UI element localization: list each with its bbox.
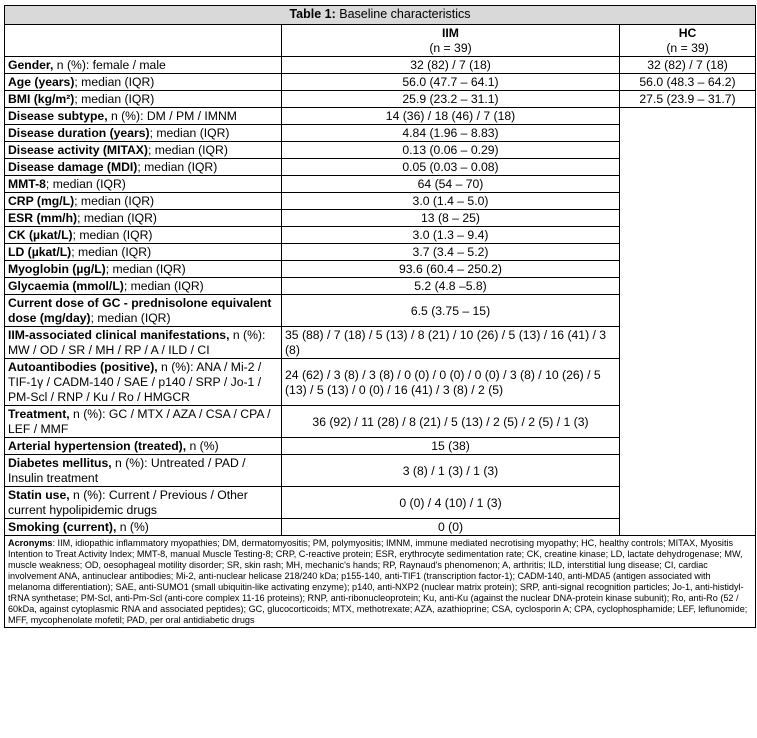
row-value-iim: 15 (38) bbox=[282, 438, 620, 455]
row-label-bold: Smoking (current), bbox=[8, 520, 117, 534]
row-value-iim: 0 (0) bbox=[282, 519, 620, 536]
row-value-iim: 3.0 (1.3 – 9.4) bbox=[282, 227, 620, 244]
row-label-text: ; median (IQR) bbox=[45, 177, 126, 191]
row-label bbox=[5, 91, 282, 108]
row-label-text: n (%): ANA / Mi-2 / TIF-1γ / CADM-140 / SAE / p140 / SRP / Jo-1 / PM-Scl / RNP / Ku / Ro / HMGCR bbox=[8, 360, 262, 404]
header-iim bbox=[282, 25, 620, 57]
header-iim-n: (n = 39) bbox=[429, 41, 472, 55]
row-label-bold: ESR (mm/h) bbox=[8, 211, 78, 225]
baseline-table-container bbox=[4, 5, 755, 628]
row-label-text: n (%): GC / MTX / AZA / CSA / CPA / LEF / MMF bbox=[8, 407, 271, 436]
row-label-bold: BMI (kg/m²) bbox=[8, 92, 75, 106]
row-value-iim: 3.0 (1.4 – 5.0) bbox=[282, 193, 620, 210]
row-value-hc: 32 (82) / 7 (18) bbox=[620, 57, 756, 74]
row-value-iim: 5.2 (4.8 –5.8) bbox=[282, 278, 620, 295]
row-label bbox=[5, 210, 282, 227]
row-value-hc: 56.0 (48.3 – 64.2) bbox=[620, 74, 756, 91]
row-label-text: ; median (IQR) bbox=[123, 279, 204, 293]
row-label-text: n (%) bbox=[186, 439, 219, 453]
row-value-iim: 56.0 (47.7 – 64.1) bbox=[282, 74, 620, 91]
table-title-text: Baseline characteristics bbox=[335, 7, 471, 21]
row-label-text: ; median (IQR) bbox=[147, 143, 228, 157]
row-label bbox=[5, 455, 282, 487]
hc-empty-cell bbox=[620, 108, 756, 536]
row-label bbox=[5, 261, 282, 278]
row-label-bold: Diabetes mellitus, bbox=[8, 456, 112, 470]
row-label bbox=[5, 193, 282, 210]
row-label-bold: Myoglobin (µg/L) bbox=[8, 262, 106, 276]
row-label bbox=[5, 487, 282, 519]
row-label-bold: Statin use, bbox=[8, 488, 70, 502]
row-label-bold: CK (µkat/L) bbox=[8, 228, 73, 242]
row-label-text: ; median (IQR) bbox=[90, 311, 171, 325]
row-label-bold: Arterial hypertension (treated), bbox=[8, 439, 187, 453]
row-label bbox=[5, 142, 282, 159]
row-label bbox=[5, 244, 282, 261]
row-label-bold: Glycaemia (mmol/L) bbox=[8, 279, 124, 293]
row-label-bold: Disease subtype, bbox=[8, 109, 108, 123]
row-label bbox=[5, 74, 282, 91]
row-label-bold: IIM-associated clinical manifestations, bbox=[8, 328, 230, 342]
row-value-iim: 25.9 (23.2 – 31.1) bbox=[282, 91, 620, 108]
row-label bbox=[5, 406, 282, 438]
row-label-bold: MMT-8 bbox=[8, 177, 46, 191]
row-value-hc: 27.5 (23.9 – 31.7) bbox=[620, 91, 756, 108]
table-row bbox=[5, 57, 756, 74]
row-label bbox=[5, 519, 282, 536]
row-label-text: n (%): MW / OD / SR / MH / RP / A / ILD / CI bbox=[8, 328, 266, 357]
row-value-iim: 6.5 (3.75 – 15) bbox=[282, 295, 620, 327]
row-value-iim: 93.6 (60.4 – 250.2) bbox=[282, 261, 620, 278]
row-label-bold: Gender, bbox=[8, 58, 54, 72]
row-label-bold: LD (µkat/L) bbox=[8, 245, 72, 259]
row-value-iim: 13 (8 – 25) bbox=[282, 210, 620, 227]
row-label-text: n (%): DM / PM / IMNM bbox=[107, 109, 237, 123]
row-label-bold: Autoantibodies (positive), bbox=[8, 360, 158, 374]
row-label bbox=[5, 327, 282, 359]
header-hc-name: HC bbox=[678, 26, 697, 40]
row-value-iim: 36 (92) / 11 (28) / 8 (21) / 5 (13) / 2 (5) / 2 (5) / 1 (3) bbox=[282, 406, 620, 438]
row-label-text: n (%): female / male bbox=[53, 58, 166, 72]
row-label-bold: Disease duration (years) bbox=[8, 126, 150, 140]
row-label bbox=[5, 227, 282, 244]
row-label bbox=[5, 278, 282, 295]
table-row bbox=[5, 91, 756, 108]
header-empty-cell bbox=[5, 25, 282, 57]
row-label-text: ; median (IQR) bbox=[137, 160, 218, 174]
row-value-iim: 32 (82) / 7 (18) bbox=[282, 57, 620, 74]
row-value-iim: 0.05 (0.03 – 0.08) bbox=[282, 159, 620, 176]
row-value-iim: 3.7 (3.4 – 5.2) bbox=[282, 244, 620, 261]
table-row bbox=[5, 108, 756, 125]
row-label-text: ; median (IQR) bbox=[149, 126, 230, 140]
row-label bbox=[5, 438, 282, 455]
baseline-characteristics-table bbox=[4, 5, 756, 628]
footnote-text: : IIM, idiopathic inflammatory myopathies; DM, dermatomyositis; PM, polymyositis; IMNM, immune mediated necrotising myopathy; HC, healthy controls; MITAX, Myositis Intention to Treat Activity Index; MMT-8, manual Muscle Testing-8; CRP, C-reactive protein; ESR, erythrocyte sedimentation rate; CK, creatine kinase; LD, lactate dehydrogenase; MW, muscle weakness; OD, oesophageal motility disorder; SR, skin rash; MH, mechanic's hands; RP, Raynaud's phenomenon; A, arthritis; ILD, interstitial lung disease; CI, cardiac involvement ANA, antinuclear antibodies; Mi-2, anti-nuclear helicase 218/240 kDa; p155-140, anti-TIF1 (transcription factor-1); CADM-140, anti-MDA5 (antigen associated with melanoma differentiation); SAE, anti-SUMO1 (small ubiquitin-like activating enzyme); p140, anti-NXP2 (nuclear matrix protein); SRP, anti-signal recognition particles; Jo-1, anti-histidyl-tRNA synthetase; PM-Scl, anti-Pm-Scl (anti-core complex 11-16 proteins); RNP, anti-ribonucleoprotein; Ku, anti-Ku (against the nuclear DNA-protein kinase subunit); Ro, anti-Ro (52 / 60kDa, against cytoplasmic RNA and associated peptides); GC, glucocorticoids; MTX, methotrexate; AZA, azathioprine; CSA, cyclosporin A; CPA, cyclophosphamide; LEF, leflunomide; MFF, mycophenolate mofetil; PAD, per oral antidiabetic drugs bbox=[8, 538, 748, 625]
row-label-text: ; median (IQR) bbox=[77, 211, 157, 225]
row-label-bold: CRP (mg/L) bbox=[8, 194, 75, 208]
header-iim-name: IIM bbox=[442, 26, 459, 40]
row-label-text: n (%): Untreated / PAD / Insulin treatment bbox=[8, 456, 246, 485]
row-label-text: ; median (IQR) bbox=[74, 194, 155, 208]
acronyms-footnote bbox=[5, 536, 756, 628]
row-label-text: n (%) bbox=[116, 520, 149, 534]
row-label-text: ; median (IQR) bbox=[72, 228, 153, 242]
row-label-text: ; median (IQR) bbox=[71, 245, 152, 259]
row-value-iim: 35 (88) / 7 (18) / 5 (13) / 8 (21) / 10 (26) / 5 (13) / 16 (41) / 3 (8) bbox=[282, 327, 620, 359]
row-label bbox=[5, 108, 282, 125]
row-label bbox=[5, 295, 282, 327]
row-label-bold: Treatment, bbox=[8, 407, 70, 421]
footnote-label: Acronyms bbox=[8, 538, 53, 548]
row-label-bold: Disease activity (MITAX) bbox=[8, 143, 148, 157]
row-value-iim: 0 (0) / 4 (10) / 1 (3) bbox=[282, 487, 620, 519]
row-label bbox=[5, 359, 282, 406]
group-header-row bbox=[5, 25, 756, 57]
table-row bbox=[5, 74, 756, 91]
row-label bbox=[5, 159, 282, 176]
row-label-text: ; median (IQR) bbox=[105, 262, 186, 276]
table-title-row bbox=[5, 6, 756, 25]
row-label bbox=[5, 176, 282, 193]
row-value-iim: 3 (8) / 1 (3) / 1 (3) bbox=[282, 455, 620, 487]
table-title bbox=[5, 6, 756, 25]
row-label bbox=[5, 57, 282, 74]
row-label bbox=[5, 125, 282, 142]
row-value-iim: 4.84 (1.96 – 8.83) bbox=[282, 125, 620, 142]
row-label-bold: Current dose of GC - prednisolone equivalent dose (mg/day) bbox=[8, 296, 272, 325]
header-hc-n: (n = 39) bbox=[666, 41, 709, 55]
header-hc bbox=[620, 25, 756, 57]
row-label-text: ; median (IQR) bbox=[74, 92, 155, 106]
table-title-label: Table 1: bbox=[289, 7, 336, 21]
footnote-row bbox=[5, 536, 756, 628]
row-value-iim: 14 (36) / 18 (46) / 7 (18) bbox=[282, 108, 620, 125]
row-label-text: ; median (IQR) bbox=[74, 75, 155, 89]
row-label-bold: Disease damage (MDI) bbox=[8, 160, 138, 174]
row-value-iim: 24 (62) / 3 (8) / 3 (8) / 0 (0) / 0 (0) / 0 (0) / 3 (8) / 10 (26) / 5 (13) / 5 (13) / 0 (0) / 16 (41) / 3 (8) / 2 (5) bbox=[282, 359, 620, 406]
row-label-bold: Age (years) bbox=[8, 75, 75, 89]
row-value-iim: 64 (54 – 70) bbox=[282, 176, 620, 193]
row-label-text: n (%): Current / Previous / Other current hypolipidemic drugs bbox=[8, 488, 248, 517]
row-value-iim: 0.13 (0.06 – 0.29) bbox=[282, 142, 620, 159]
